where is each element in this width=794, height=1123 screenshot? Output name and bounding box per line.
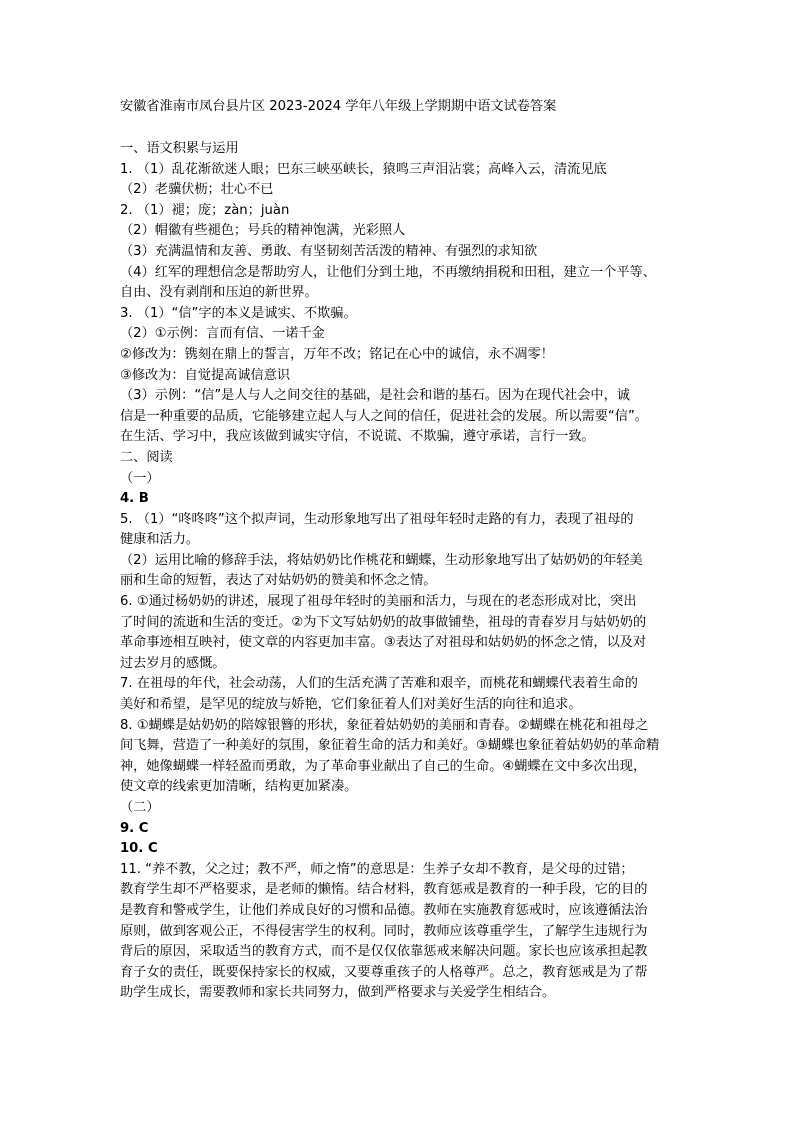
answer-line: 是教育和警戒学生，让他们养成良好的习惯和品德。教师在实施教育惩戒时，应该遵循法治 bbox=[120, 902, 648, 918]
answer-line: （4）红军的理想信念是帮助穷人，让他们分到土地，不再缴纳捐税和田租，建立一个平等、 bbox=[120, 264, 656, 280]
answer-line: 9. C bbox=[120, 820, 149, 836]
answer-line: （2）①示例：言而有信、一诺千金 bbox=[120, 326, 325, 342]
answer-line: 6. ①通过杨奶奶的讲述，展现了祖母年轻时的美丽和活力，与现在的老态形成对比，突出 bbox=[120, 594, 637, 610]
answer-line: 教育学生却不严格要求，是老师的懒惰。结合材料，教育惩戒是教育的一种手段，它的目的 bbox=[120, 882, 648, 898]
answer-line: 背后的原因，采取适当的教育方式，而不是仅仅依靠惩戒来解决问题。家长也应该承担起教 bbox=[120, 944, 648, 960]
answer-line: ③修改为：自觉提高诚信意识 bbox=[120, 367, 291, 383]
answer-line: 美好和希望，是罕见的绽放与娇艳，它们象征着人们对美好生活的向往和追求。 bbox=[120, 697, 582, 713]
answer-line: （3）示例：“信”是人与人之间交往的基础，是社会和谐的基石。因为在现代社会中，诚 bbox=[120, 388, 630, 404]
answer-line: 二、阅读 bbox=[120, 449, 173, 465]
page-title: 安徽省淮南市凤台县片区 2023-2024 学年八年级上学期期中语文试卷答案 bbox=[120, 99, 557, 114]
answer-line: （3）充满温情和友善、勇敢、有坚韧刻苦活泼的精神、有强烈的求知欲 bbox=[120, 243, 538, 259]
answer-line: （2）运用比喻的修辞手法，将姑奶奶比作桃花和蝴蝶，生动形象地写出了姑奶奶的年轻美 bbox=[120, 552, 643, 568]
answer-line: 1. （1）乱花渐欲迷人眼；巴东三峡巫峡长，猿鸣三声泪沾裳；高峰入云，清流见底 bbox=[120, 161, 607, 177]
answer-line: 健康和活力。 bbox=[120, 532, 200, 548]
answer-line: 助学生成长，需要教师和家长共同努力，做到严格要求与关爱学生相结合。 bbox=[120, 985, 556, 1001]
answer-line: 10. C bbox=[120, 841, 158, 857]
answer-line: 丽和生命的短暂，表达了对姑奶奶的赞美和怀念之情。 bbox=[120, 573, 437, 589]
answer-line: 革命事迹相互映衬，使文章的内容更加丰富。③表达了对祖母和姑奶奶的怀念之情，以及对 bbox=[120, 635, 647, 651]
answer-line: 5. （1）“咚咚咚”这个拟声词，生动形象地写出了祖母年轻时走路的有力，表现了祖母的 bbox=[120, 511, 634, 527]
answer-line: 自由、没有剥削和压迫的新世界。 bbox=[120, 285, 318, 301]
answer-line: 一、语文积累与运用 bbox=[120, 141, 239, 156]
answer-line: 间飞舞，营造了一种美好的氛围，象征着生命的活力和美好。③蝴蝶也象征着姑奶奶的革命精 bbox=[120, 738, 660, 754]
answer-line: （一） bbox=[120, 470, 160, 486]
answer-line: 信是一种重要的品质，它能够建立起人与人之间的信任，促进社会的发展。所以需要“信”。 bbox=[120, 408, 648, 424]
answer-line: 7. 在祖母的年代，社会动荡，人们的生活充满了苦难和艰辛，而桃花和蝴蝶代表着生命的 bbox=[120, 676, 638, 692]
answer-line: （2）帽徽有些褪色；号兵的精神饱满，光彩照人 bbox=[120, 223, 406, 239]
answer-line: 过去岁月的感慨。 bbox=[120, 655, 226, 671]
answer-line: （二） bbox=[120, 800, 160, 815]
answer-line: ②修改为：镌刻在鼎上的誓言，万年不改；铭记在心中的诚信，永不凋零！ bbox=[120, 346, 554, 362]
answer-line: （2）老骥伏枥；壮心不已 bbox=[120, 182, 274, 198]
answer-line: 11. “养不教，父之过；教不严，师之惰”的意思是：生养子女却不教育，是父母的过错； bbox=[120, 861, 634, 877]
answer-line: 2. （1）褪；庞；zàn；juàn bbox=[120, 202, 290, 218]
answer-line: 4. B bbox=[120, 491, 149, 507]
answer-line: 3. （1）“信”字的本义是诚实、不欺骗。 bbox=[120, 305, 357, 321]
answer-line: 使文章的线索更加清晰，结构更加紧凑。 bbox=[120, 779, 358, 795]
answer-line: 育子女的责任，既要保持家长的权威，又要尊重孩子的人格尊严。总之，教育惩戒是为了帮 bbox=[120, 964, 648, 980]
answer-line: 神，她像蝴蝶一样轻盈而勇敢，为了革命事业献出了自己的生命。④蝴蝶在文中多次出现， bbox=[120, 758, 647, 774]
answer-line: 在生活、学习中，我应该做到诚实守信，不说谎、不欺骗，遵守承诺，言行一致。 bbox=[120, 429, 595, 445]
answer-body bbox=[120, 139, 685, 1004]
answer-line: 原则，做到客观公正，不得侵害学生的权利。同时，教师应该尊重学生，了解学生违规行为 bbox=[120, 923, 648, 939]
answer-line: 了时间的流逝和生活的变迁。②为下文写姑奶奶的故事做铺垫，祖母的青春岁月与姑奶奶的 bbox=[120, 614, 647, 630]
answer-line: 8. ①蝴蝶是姑奶奶的陪嫁银簪的形状，象征着姑奶奶的美丽和青春。②蝴蝶在桃花和祖母之 bbox=[120, 717, 649, 733]
